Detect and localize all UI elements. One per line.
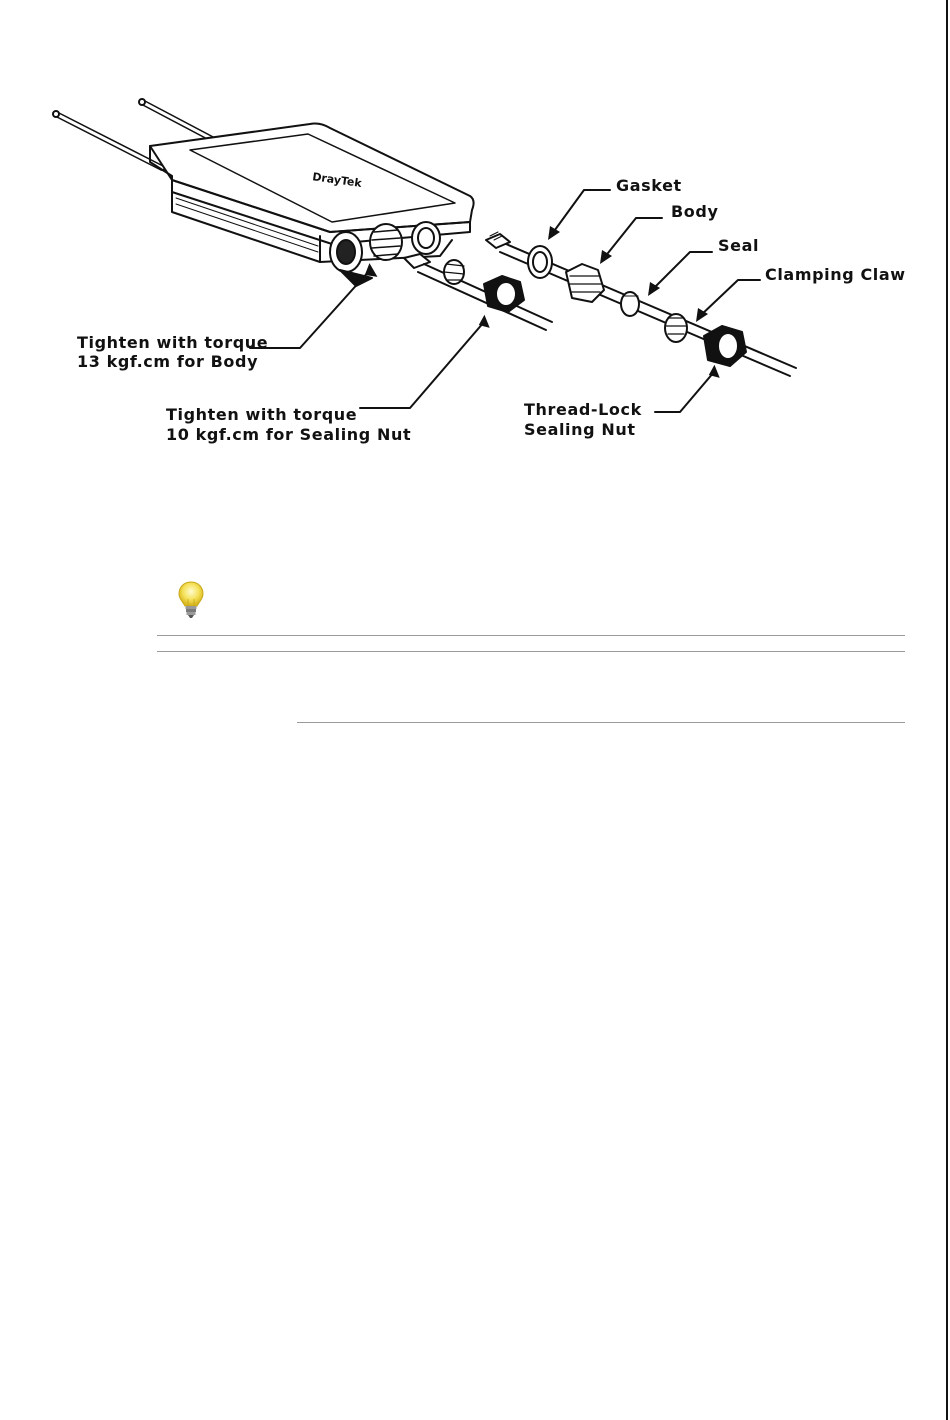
tip-rule-top	[157, 635, 905, 636]
label-thread-lock-line2: Sealing Nut	[524, 420, 636, 439]
tip-rule-bottom	[297, 722, 905, 723]
label-body: Body	[671, 202, 719, 221]
antenna-right	[139, 99, 214, 140]
label-clamping-claw: Clamping Claw	[765, 265, 906, 284]
brand-mark: DrayTek	[311, 170, 363, 190]
lightbulb-icon	[176, 580, 206, 620]
label-torque-body-line1: Tighten with torque	[77, 333, 269, 352]
label-thread-lock-line1: Thread-Lock	[524, 400, 642, 419]
tip-rule-middle	[157, 651, 905, 652]
label-torque-nut-line2: 10 kgf.cm for Sealing Nut	[166, 425, 412, 444]
label-seal: Seal	[718, 236, 760, 255]
label-torque-nut-line1: Tighten with torque	[166, 405, 358, 424]
antenna-left	[53, 111, 162, 168]
label-gasket: Gasket	[616, 176, 682, 195]
label-torque-body-line2: 13 kgf.cm for Body	[77, 352, 259, 371]
